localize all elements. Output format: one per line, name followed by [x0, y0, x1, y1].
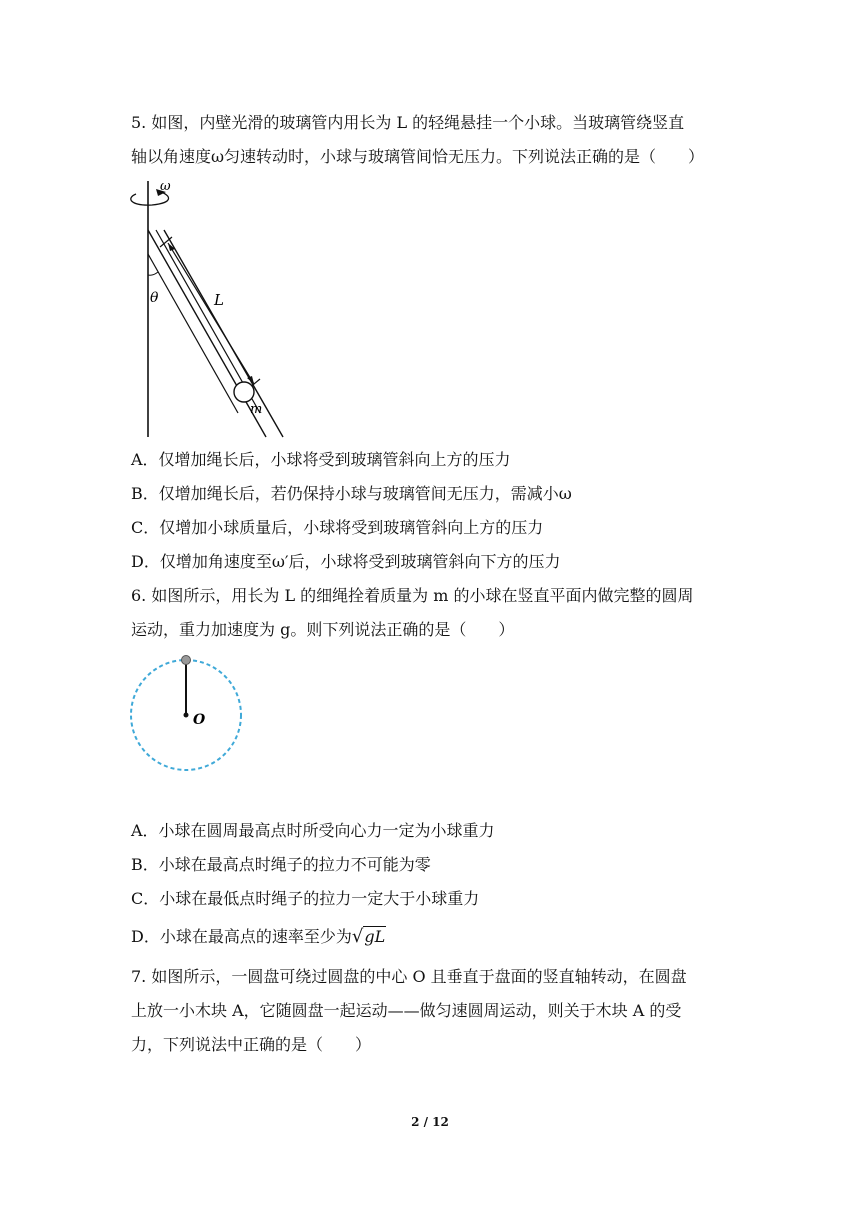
tube-inner: [148, 254, 238, 413]
sqrt-radicand: gL: [364, 927, 386, 946]
q6-figure: [126, 652, 250, 776]
q6-option-d: [131, 926, 386, 948]
q7-stem-line3: 力，下列说法中正确的是（ ）: [131, 1035, 372, 1054]
q5-figure: [120, 175, 300, 443]
q5-option-c: C．仅增加小球质量后，小球将受到玻璃管斜向上方的压力: [131, 518, 544, 537]
center-label: O: [193, 712, 206, 728]
q6-option-b: B．小球在最高点时绳子的拉力不可能为零: [131, 855, 431, 874]
omega-label: ω: [160, 179, 171, 194]
q5-stem-line1: 5. 如图，内壁光滑的玻璃管内用长为 L 的轻绳悬挂一个小球。当玻璃管绕竖直: [131, 113, 685, 132]
q6-option-a: A．小球在圆周最高点时所受向心力一定为小球重力: [131, 821, 495, 840]
q6-stem-line1: 6. 如图所示，用长为 L 的细绳拴着质量为 m 的小球在竖直平面内做完整的圆周: [131, 586, 694, 605]
q6-stem-line2: 运动，重力加速度为 g。则下列说法正确的是（ ）: [131, 620, 515, 639]
q5-stem-line2: 轴以角速度ω匀速转动时，小球与玻璃管间恰无压力。下列说法正确的是（ ）: [131, 147, 705, 166]
ball: [182, 656, 191, 665]
sqrt-symbol: √: [351, 926, 364, 947]
tube-wall-left: [148, 230, 266, 437]
center-point: [184, 713, 189, 718]
q6-option-d-text: D．小球在最高点的速率至少为: [131, 927, 352, 946]
length-arrow: [168, 243, 254, 384]
q7-stem-line1: 7. 如图所示，一圆盘可绕过圆盘的中心 O 且垂直于盘面的竖直轴转动，在圆盘: [131, 967, 687, 986]
q7-stem-line2: 上放一小木块 A，它随圆盘一起运动——做匀速圆周运动，则关于木块 A 的受: [131, 1001, 682, 1020]
q5-option-a: A．仅增加绳长后，小球将受到玻璃管斜向上方的压力: [131, 450, 511, 469]
ball: [234, 382, 254, 402]
page-number: 2 / 12: [411, 1115, 449, 1129]
q5-option-b: B．仅增加绳长后，若仍保持小球与玻璃管间无压力，需减小ω: [131, 484, 572, 503]
theta-label: θ: [150, 290, 159, 306]
length-label: L: [214, 291, 224, 309]
q6-option-c: C．小球在最低点时绳子的拉力一定大于小球重力: [131, 889, 480, 908]
mass-label: m: [250, 402, 263, 417]
q5-option-d: D．仅增加角速度至ω′后，小球将受到玻璃管斜向下方的压力: [131, 552, 561, 571]
